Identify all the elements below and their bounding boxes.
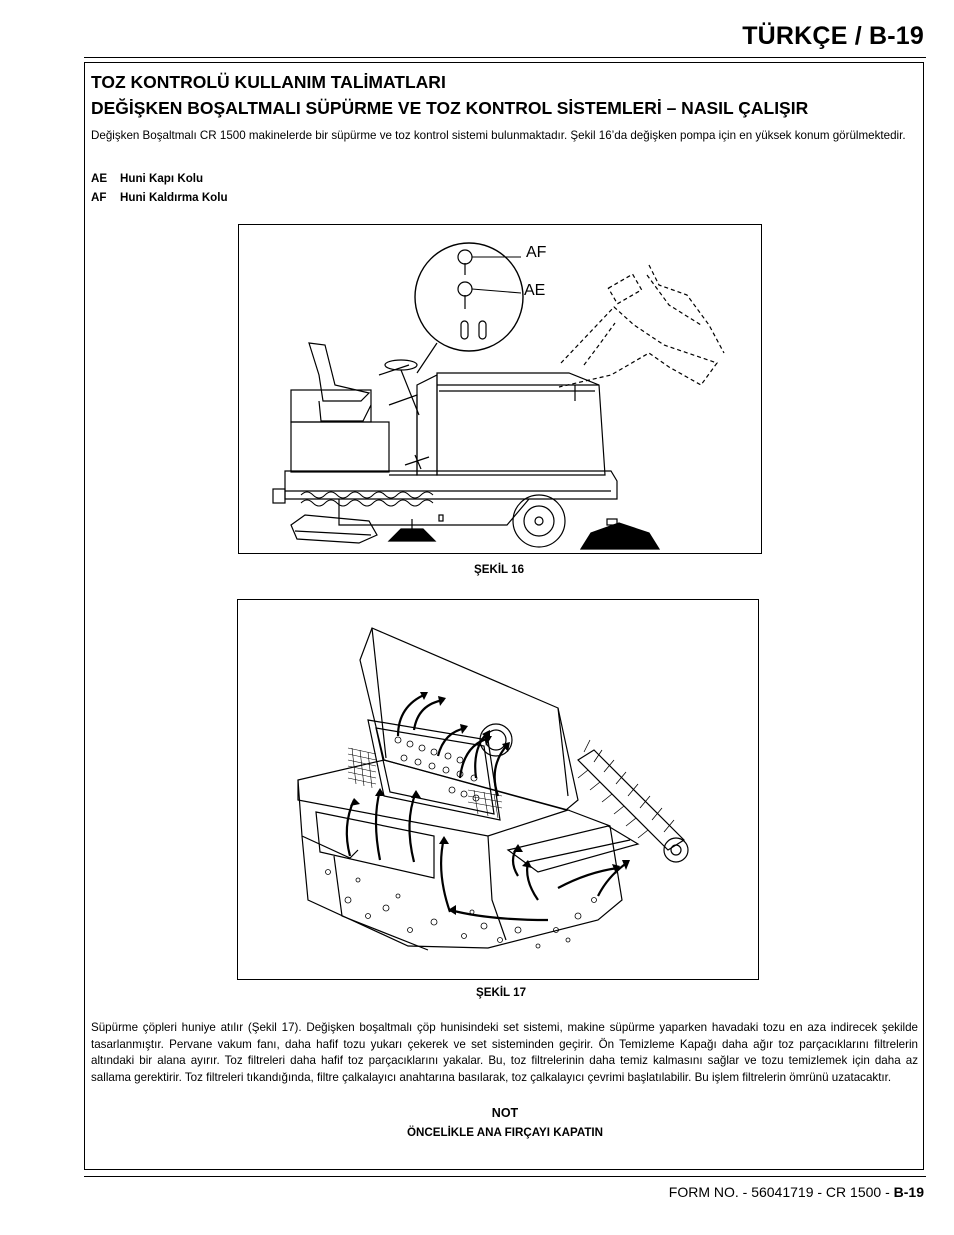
figure-16-caption: ŞEKİL 16 — [474, 563, 525, 576]
section-subtitle: DEĞİŞKEN BOŞALTMALI SÜPÜRME VE TOZ KONTROL SİSTEMLERİ – NASIL ÇALIŞIR — [91, 98, 809, 118]
legend-label: Huni Kapı Kolu — [120, 172, 204, 185]
legend-code: AF — [91, 191, 107, 204]
callout-af: AF — [526, 244, 547, 261]
legend-item-af — [91, 191, 228, 204]
header-divider — [84, 57, 926, 58]
callout-ae: AE — [524, 282, 546, 299]
figure-17-caption: ŞEKİL 17 — [476, 986, 527, 999]
legend-item-ae — [91, 172, 203, 185]
legend-label: Huni Kaldırma Kolu — [120, 191, 228, 204]
body-paragraph: Süpürme çöpleri huniye atılır (Şekil 17). Değişken boşaltmalı çöp hunisindeki set sistemi, makine süpürme yaparken havadaki tozu en aza indirecek şekilde tasarlanmıştır. Pervane vakum fanı, daha hafif tozu yukarı çekerek ve set sisteminden geçirir. Ön Temizleme Kapağı daha ağır toz parçacıklarını filtrelerin altındaki bir alana ayırır. Toz filtreleri daha hafif toz parçacıklarını yakalar. Bu, toz filtrelerinin daha temiz kalmasını sağlar ve tozu temizlemek için daha az sallama gerektirir. Toz filtreleri tıkandığında, filtre çalkalayıcı anahtarına basılarak, toz çalkalayıcı çevrimi başlatılabilir. Bu işlem filtrelerin ömrünü uzatacaktır. — [91, 1021, 918, 1084]
footer-form-number: FORM NO. - 56041719 - CR 1500 - — [668, 1184, 894, 1200]
figure-17-dust-control-illustration — [237, 599, 759, 980]
page-footer — [669, 1184, 924, 1200]
note-text: ÖNCELİKLE ANA FIRÇAYI KAPATIN — [406, 1126, 604, 1139]
note-title: NOT — [491, 1106, 519, 1120]
footer-page-number: B-19 — [893, 1184, 924, 1200]
footer-divider — [84, 1176, 926, 1177]
section-title: TOZ KONTROLÜ KULLANIM TALİMATLARI — [91, 72, 446, 92]
page-header-title: TÜRKÇE / B-19 — [742, 22, 924, 50]
intro-paragraph: Değişken Boşaltmalı CR 1500 makinelerde bir süpürme ve toz kontrol sistemi bulunmaktadır. Şekil 16’da değişken pompa için en yüksek konum görülmektedir. — [91, 129, 906, 142]
legend-code: AE — [91, 172, 108, 185]
figure-16-machine-illustration — [238, 224, 762, 554]
